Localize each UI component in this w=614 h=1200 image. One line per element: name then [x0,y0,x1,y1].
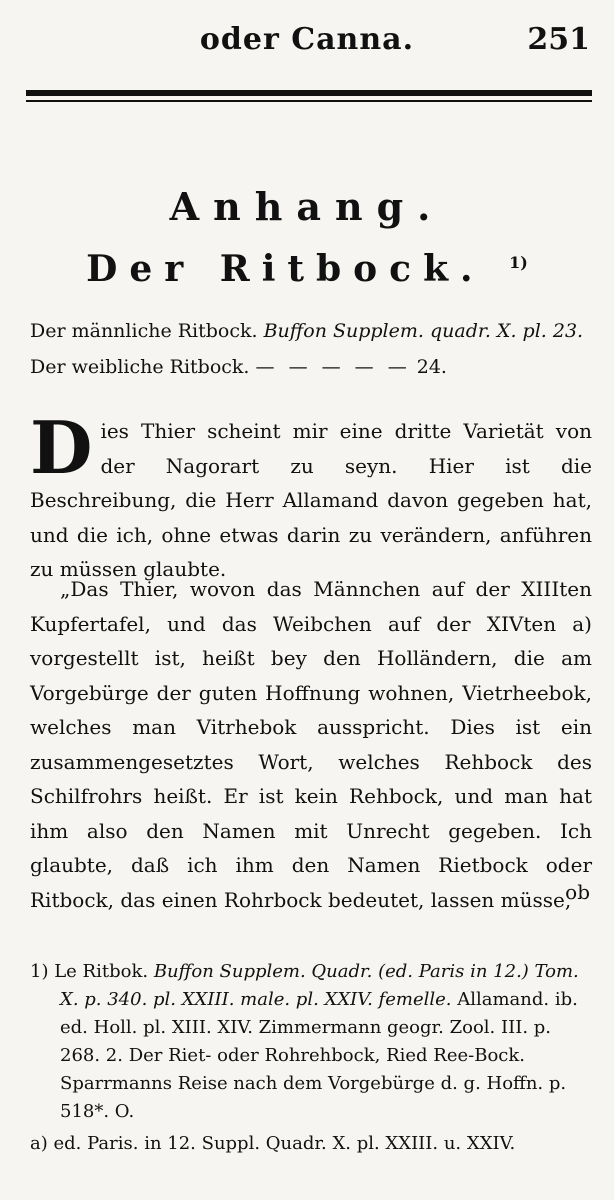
reference-citation: Buffon Supplem. quadr. X. pl. 23. [263,320,584,342]
footnote-a-text: ed. Paris. in 12. Suppl. Quadr. X. pl. XXIII. u. XXIV. [53,1133,516,1154]
reference-male [30,318,592,344]
footnote-1-marker: 1) [30,961,49,982]
paragraph-2: „Das Thier, wovon das Männchen auf der XIIIten Kupfertafel, und das Weibchen auf der XIVten a) vorgestellt ist, heißt bey den Holländern, die am Vorgebürge der guten Hoffnung wohnen, Vietrheebok, welches man Vitrhebok ausspricht. Dies ist ein zusammengesetztes Wort, welches Rehbock des Schilfrohrs heißt. Er ist kein Rehbock, und man hat ihm also den Namen mit Unrecht gegeben. Ich glaubte, daß ich ihm den Namen Rietbock oder Ritbock, das einen Rohrbock bedeutet, lassen müsse, [30,577,592,912]
footnote-1 [30,958,592,1126]
reference-label: Der weibliche Ritbock. [30,356,250,378]
footnote-1-lead: Le Ritbok. [54,961,149,982]
header-rule-thick [26,90,592,96]
footnote-1-text: Allamand. ib. ed. Holl. pl. XIII. XIV. Zimmermann geogr. Zool. III. p. 268. 2. Der Riet- oder Rohrehbock, Ried Ree-Bock. Sparrmanns Reise nach dem Vorgebürge d. g. Hoffn. p. 518*. O. [60,989,578,1122]
reference-plate: 24. [416,356,447,378]
paragraph-1 [30,405,592,587]
reference-label: Der männliche Ritbock. [30,320,258,342]
footnotes [30,958,592,1158]
section-subtitle [0,248,614,290]
subtitle-text: Der Ritbock. [86,248,485,290]
catchword: ob [565,880,590,904]
page-number: 251 [527,22,590,57]
reference-dashes: — — — — — [255,356,411,378]
paragraph-1-text: ies Thier scheint mir eine dritte Varietät von der Nagorart zu seyn. Hier ist die Beschreibung, die Herr Allamand davon gegeben hat, und die ich, ohne etwas darin zu verändern, anführen zu müssen glaubte. [30,419,592,581]
header-rule-thin [26,100,592,102]
footnote-a [30,1130,592,1158]
running-title: oder Canna. [199,22,415,57]
footnote-a-marker: a) [30,1133,48,1154]
section-heading: Anhang. [169,184,445,229]
drop-cap-initial: D [30,405,93,490]
footnote-1-citation: Buffon Supplem. Quadr. (ed. Paris in 12.) Tom. X. p. 340. pl. XXIII. male. pl. XXIV. femelle. [60,961,579,1010]
subtitle-footnote-marker: 1) [509,253,528,272]
reference-female [30,354,592,380]
